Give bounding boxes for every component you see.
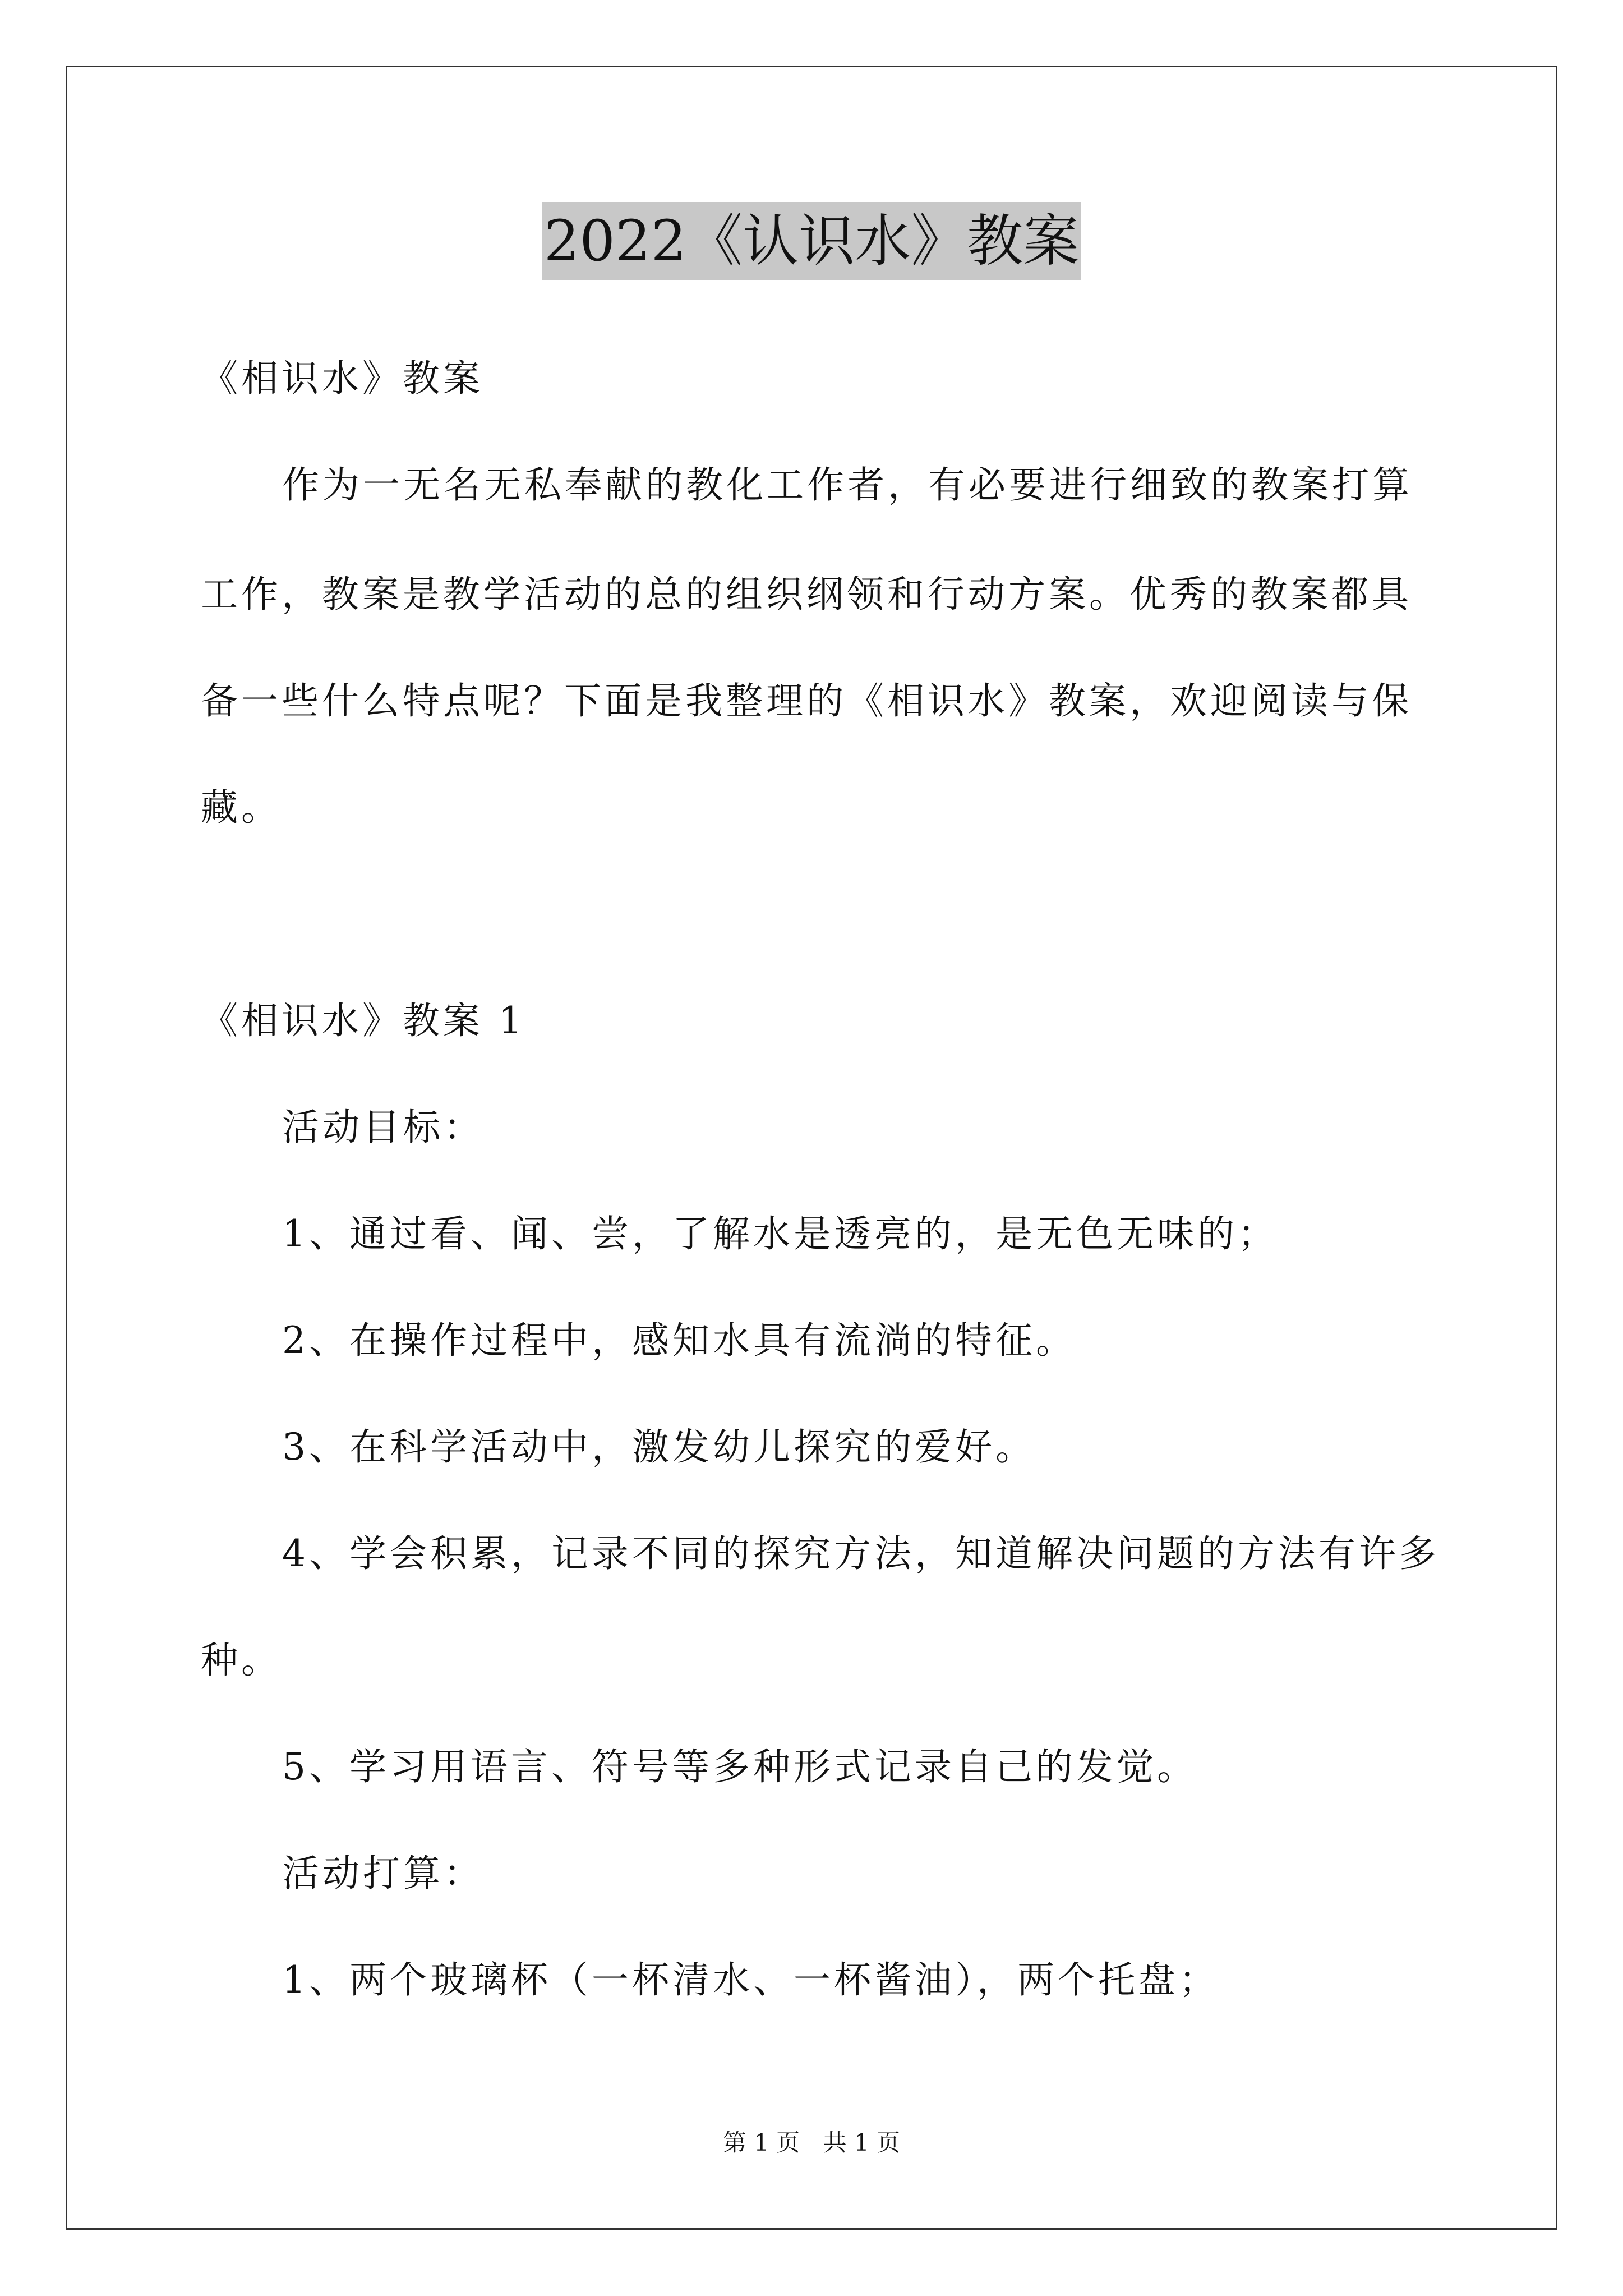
page-number: 第 1 页 <box>722 2129 800 2156</box>
page-total: 共 1 页 <box>823 2129 901 2156</box>
goal-item-continued: 种。 <box>201 1639 282 1682</box>
document-title: 2022《认识水》教案 <box>542 202 1082 280</box>
goal-item: 1、通过看、闻、尝，了解水是透亮的，是无色无味的； <box>282 1212 1278 1255</box>
goals-label: 活动目标： <box>282 1106 484 1149</box>
title-wrap <box>0 202 1623 280</box>
goal-item: 4、学会积累，记录不同的探究方法，知道解决问题的方法有许多 <box>282 1532 1440 1575</box>
intro-line: 备一些什么特点呢？下面是我整理的《相识水》教案，欢迎阅读与保 <box>201 679 1412 723</box>
intro-heading: 《相识水》教案 <box>201 357 483 400</box>
section-heading: 《相识水》教案 1 <box>201 999 525 1042</box>
goal-item: 2、在操作过程中，感知水具有流淌的特征。 <box>282 1319 1076 1362</box>
prep-item: 1、两个玻璃杯（一杯清水、一杯酱油），两个托盘； <box>282 1958 1219 2001</box>
prep-label: 活动打算： <box>282 1852 484 1895</box>
goal-item: 5、学习用语言、符号等多种形式记录自己的发觉。 <box>282 1745 1197 1788</box>
page-footer <box>0 2126 1623 2160</box>
intro-line: 作为一无名无私奉献的教化工作者，有必要进行细致的教案打算 <box>282 463 1413 507</box>
intro-line: 工作，教案是教学活动的总的组织纲领和行动方案。优秀的教案都具 <box>201 573 1412 616</box>
goal-item: 3、在科学活动中，激发幼儿探究的爱好。 <box>282 1425 1036 1469</box>
intro-line: 藏。 <box>201 786 282 829</box>
